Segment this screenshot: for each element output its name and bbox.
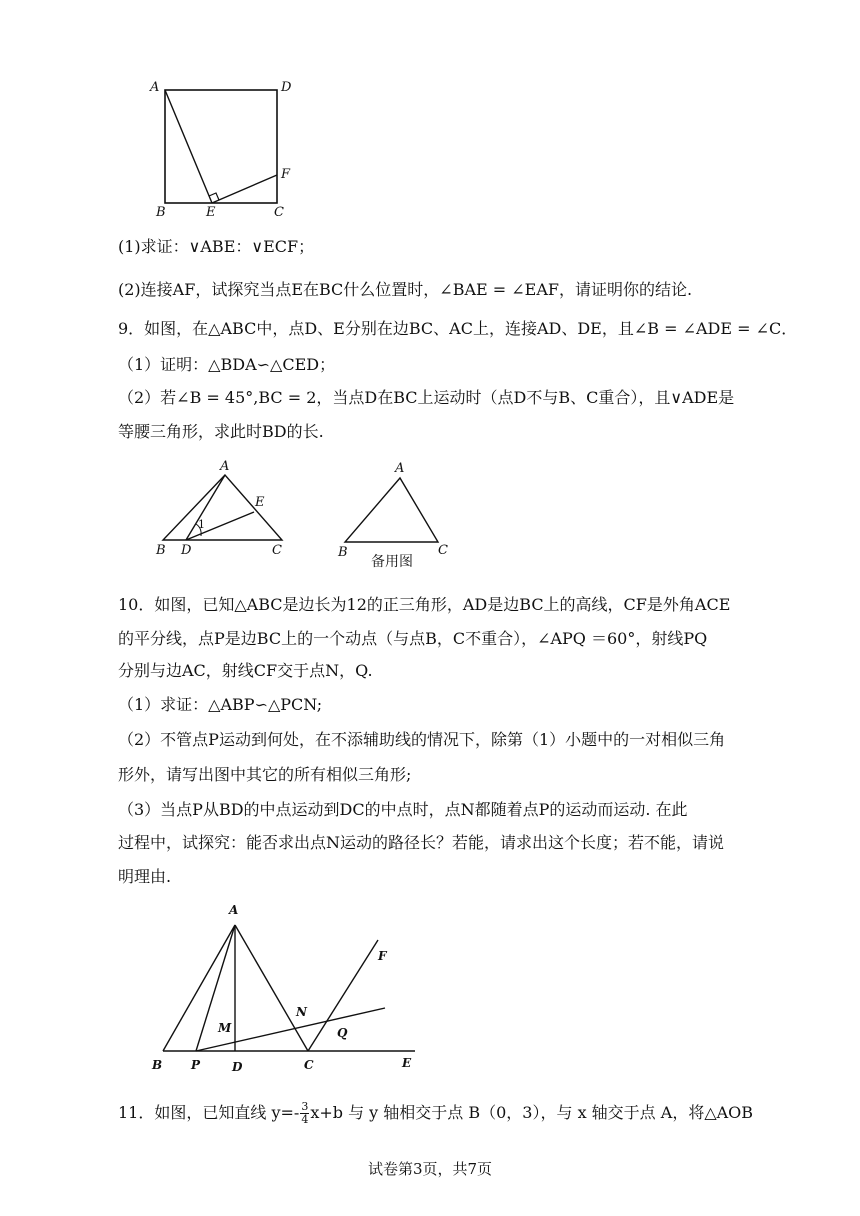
label-B: B <box>156 205 166 220</box>
label-C: C <box>274 205 284 220</box>
label-F: F <box>281 167 291 182</box>
fig10-label-M: M <box>218 1021 232 1035</box>
fig9-label-D: D <box>181 543 192 558</box>
fig10-label-B: B <box>152 1058 163 1072</box>
q10-part2b: 形外，请写出图中其它的所有相似三角形; <box>118 765 412 784</box>
fig9-backup-caption: 备用图 <box>371 554 413 570</box>
label-D: D <box>281 80 292 95</box>
fig9-backup-label-A: A <box>395 461 405 476</box>
fig10-label-F: F <box>378 949 387 963</box>
fig10-label-P: P <box>191 1058 201 1072</box>
q11-fraction-numerator: 3 <box>301 1100 309 1113</box>
q9-stem: 9．如图，在△ABC中，点D、E分别在边BC、AC上，连接AD、DE，且∠B = ∠ADE = ∠C． <box>118 319 798 338</box>
q11-fraction <box>300 1101 309 1126</box>
q10-line2: 的平分线，点P是边BC上的一个动点（与点B，C不重合），∠APQ ＝60°，射线PQ <box>118 629 708 648</box>
q11-line1 <box>118 1101 753 1126</box>
fig9-backup-label-B: B <box>338 545 348 560</box>
label-E: E <box>206 205 216 220</box>
fig9-label-E: E <box>255 495 265 510</box>
q10-part3c: 明理由. <box>118 867 172 886</box>
q9-part2b: 等腰三角形，求此时BD的长. <box>118 422 324 441</box>
page-footer: 试卷第3页，共7页 <box>367 1160 493 1178</box>
label-A: A <box>150 80 160 95</box>
q10-line1: 10．如图，已知△ABC是边长为12的正三角形，AD是边BC上的高线，CF是外角ACE <box>118 595 731 614</box>
q11-fraction-denominator: 4 <box>301 1113 309 1126</box>
fig10-label-Q: Q <box>337 1026 348 1040</box>
q11-text-post: x+b 与 y 轴相交于点 B（0，3），与 x 轴交于点 A，将△AOB <box>310 1103 754 1122</box>
fig9-label-C: C <box>272 543 282 558</box>
fig9-backup-label-C: C <box>438 543 448 558</box>
fig9-label-A: A <box>220 459 230 474</box>
q9-part2a: （2）若∠B = 45°,BC = 2，当点D在BC上运动时（点D不与B、C重合），且∨ADE是 <box>118 388 735 407</box>
fig10-label-E: E <box>402 1056 412 1070</box>
q10-part1: （1）求证：△ABP∽△PCN; <box>118 695 323 714</box>
fig10-label-A: A <box>229 903 239 917</box>
fig10-label-N: N <box>296 1005 307 1019</box>
fig9-label-B: B <box>156 543 166 558</box>
q9-part1: （1）证明：△BDA∽△CED； <box>118 355 336 374</box>
q11-text-pre: 11．如图，已知直线 y=- <box>118 1103 300 1122</box>
q10-part3b: 过程中，试探究：能否求出点N运动的路径长？若能，请求出这个长度；若不能，请说 <box>118 833 725 852</box>
q10-line3: 分别与边AC，射线CF交于点N，Q. <box>118 661 373 680</box>
q8-part1: (1)求证：∨ABE：∨ECF； <box>118 237 315 256</box>
fig9-angle-1: 1 <box>198 518 205 531</box>
fig10-label-C: C <box>304 1058 314 1072</box>
q10-part2a: （2）不管点P运动到何处，在不添辅助线的情况下，除第（1）小题中的一对相似三角 <box>118 730 726 749</box>
q8-part2: (2)连接AF，试探究当点E在BC什么位置时，∠BAE = ∠EAF，请证明你的结论. <box>118 280 693 299</box>
fig10-label-D: D <box>232 1060 243 1074</box>
q10-part3a: （3）当点P从BD的中点运动到DC的中点时，点N都随着点P的运动而运动. 在此 <box>118 800 688 819</box>
